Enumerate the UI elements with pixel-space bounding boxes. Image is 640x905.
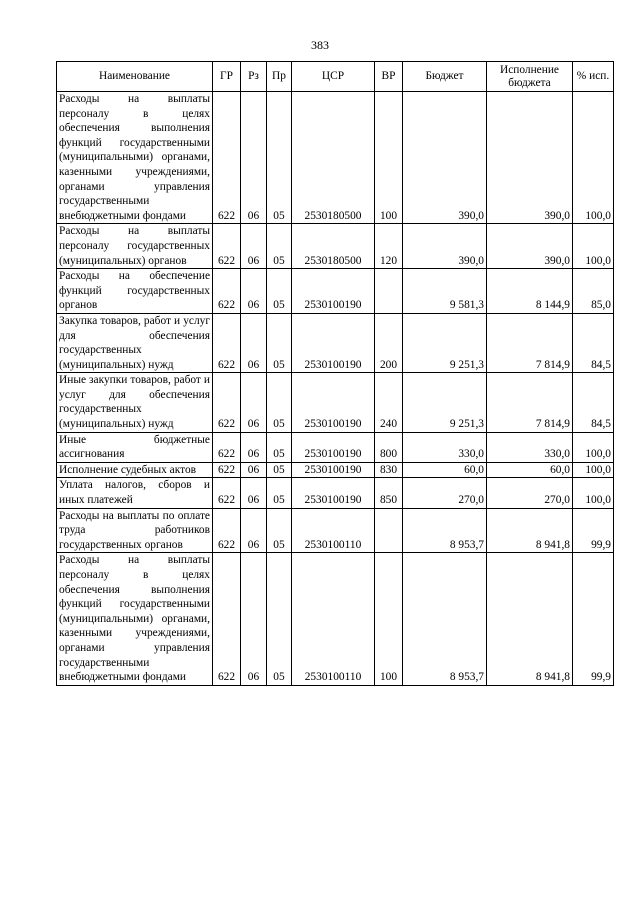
cell-rz: 06 [241,269,267,314]
cell-pr: 05 [267,269,292,314]
table-body [57,92,614,686]
cell-rz: 06 [241,313,267,372]
cell-name: Расходы на выплаты по оплате труда работников государственных органов [57,508,213,553]
cell-csr: 2530180500 [292,224,375,269]
cell-name: Уплата налогов, сборов и иных платежей [57,478,213,508]
cell-csr: 2530100190 [292,432,375,462]
budget-table [56,61,614,686]
cell-execution: 8 941,8 [487,508,573,553]
cell-csr: 2530180500 [292,92,375,224]
page-number: 383 [311,38,329,52]
cell-gr: 622 [213,508,241,553]
cell-vr: 100 [375,553,403,685]
cell-gr: 622 [213,373,241,432]
cell-name: Расходы на выплаты персоналу в целях обеспечения выполнения функций государственными (муниципальными) органами, казенными учреждениями, органами управления государственными внебюджетными фондами [57,553,213,685]
header-csr: ЦСР [292,62,375,92]
cell-rz: 06 [241,462,267,478]
cell-pr: 05 [267,224,292,269]
cell-execution: 8 941,8 [487,553,573,685]
cell-gr: 622 [213,92,241,224]
cell-execution: 7 814,9 [487,313,573,372]
cell-budget: 9 251,3 [403,373,487,432]
header-pr: Пр [267,62,292,92]
cell-budget: 8 953,7 [403,553,487,685]
cell-vr [375,269,403,314]
header-name: Наименование [57,62,213,92]
cell-execution: 390,0 [487,224,573,269]
cell-rz: 06 [241,92,267,224]
cell-vr: 200 [375,313,403,372]
table-row [57,313,614,372]
cell-budget: 60,0 [403,462,487,478]
cell-pr: 05 [267,92,292,224]
cell-csr: 2530100110 [292,553,375,685]
cell-percent: 100,0 [573,432,614,462]
cell-percent: 84,5 [573,313,614,372]
cell-gr: 622 [213,432,241,462]
cell-budget: 9 581,3 [403,269,487,314]
cell-vr: 120 [375,224,403,269]
cell-vr: 240 [375,373,403,432]
cell-name: Расходы на выплаты персоналу в целях обеспечения выполнения функций государственными (муниципальными) органами, казенными учреждениями, органами управления государственными внебюджетными фондами [57,92,213,224]
table-row [57,553,614,685]
cell-rz: 06 [241,508,267,553]
cell-pr: 05 [267,432,292,462]
cell-execution: 270,0 [487,478,573,508]
cell-vr: 850 [375,478,403,508]
cell-pr: 05 [267,553,292,685]
table-row [57,432,614,462]
cell-gr: 622 [213,462,241,478]
cell-pr: 05 [267,508,292,553]
cell-execution: 390,0 [487,92,573,224]
cell-execution: 7 814,9 [487,373,573,432]
table-row [57,462,614,478]
cell-csr: 2530100190 [292,373,375,432]
cell-gr: 622 [213,553,241,685]
cell-vr: 830 [375,462,403,478]
cell-gr: 622 [213,478,241,508]
table-row [57,269,614,314]
cell-budget: 270,0 [403,478,487,508]
cell-budget: 390,0 [403,224,487,269]
table-row [57,478,614,508]
cell-csr: 2530100190 [292,269,375,314]
cell-name: Иные закупки товаров, работ и услуг для обеспечения государственных (муниципальных) нужд [57,373,213,432]
header-budget: Бюджет [403,62,487,92]
header-execution: Исполнение бюджета [487,62,573,92]
cell-percent: 99,9 [573,553,614,685]
cell-execution: 60,0 [487,462,573,478]
cell-rz: 06 [241,224,267,269]
cell-pr: 05 [267,313,292,372]
table-row [57,92,614,224]
cell-execution: 330,0 [487,432,573,462]
cell-percent: 100,0 [573,478,614,508]
cell-pr: 05 [267,462,292,478]
header-percent: % исп. [573,62,614,92]
cell-rz: 06 [241,432,267,462]
cell-pr: 05 [267,373,292,432]
cell-csr: 2530100110 [292,508,375,553]
cell-name: Исполнение судебных актов [57,462,213,478]
cell-name: Иные бюджетные ассигнования [57,432,213,462]
cell-percent: 100,0 [573,224,614,269]
cell-gr: 622 [213,224,241,269]
cell-percent: 85,0 [573,269,614,314]
table-header-row [57,62,614,92]
header-rz: Рз [241,62,267,92]
cell-name: Расходы на обеспечение функций государственных органов [57,269,213,314]
cell-gr: 622 [213,313,241,372]
cell-pr: 05 [267,478,292,508]
cell-percent: 84,5 [573,373,614,432]
cell-budget: 9 251,3 [403,313,487,372]
cell-csr: 2530100190 [292,478,375,508]
cell-rz: 06 [241,553,267,685]
cell-execution: 8 144,9 [487,269,573,314]
cell-vr [375,508,403,553]
cell-percent: 99,9 [573,508,614,553]
cell-gr: 622 [213,269,241,314]
table-row [57,508,614,553]
cell-csr: 2530100190 [292,313,375,372]
cell-name: Расходы на выплаты персоналу государственных (муниципальных) органов [57,224,213,269]
cell-rz: 06 [241,373,267,432]
table-row [57,373,614,432]
cell-rz: 06 [241,478,267,508]
cell-vr: 100 [375,92,403,224]
cell-name: Закупка товаров, работ и услуг для обеспечения государственных (муниципальных) нужд [57,313,213,372]
header-gr: ГР [213,62,241,92]
cell-csr: 2530100190 [292,462,375,478]
cell-percent: 100,0 [573,462,614,478]
cell-budget: 390,0 [403,92,487,224]
cell-vr: 800 [375,432,403,462]
cell-budget: 330,0 [403,432,487,462]
cell-budget: 8 953,7 [403,508,487,553]
cell-percent: 100,0 [573,92,614,224]
header-vr: ВР [375,62,403,92]
table-row [57,224,614,269]
